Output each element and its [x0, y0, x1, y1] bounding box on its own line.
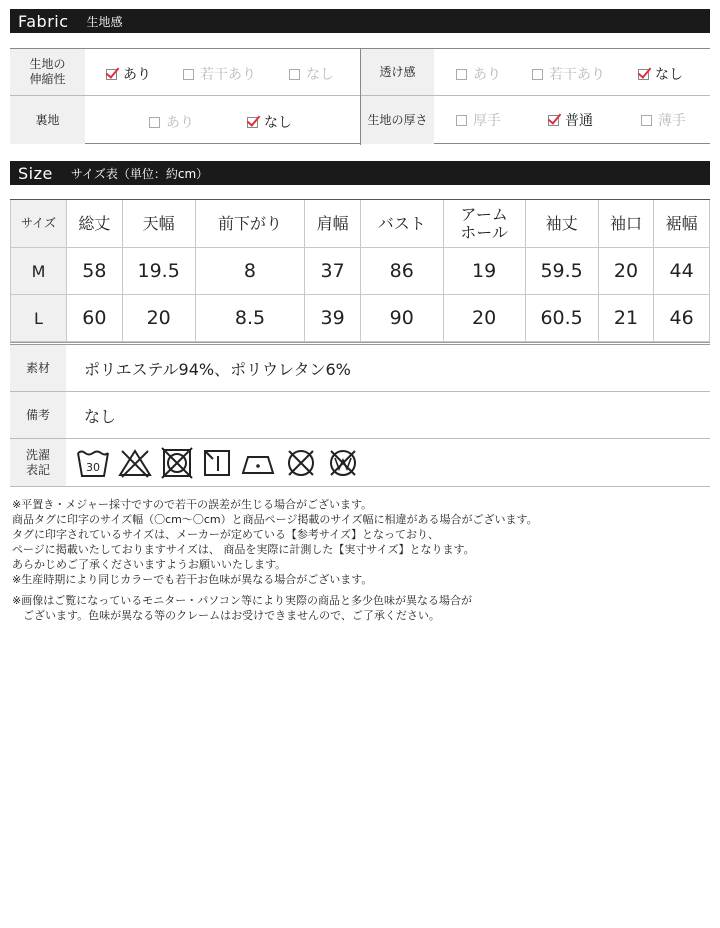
size-title-en: Size [18, 163, 53, 183]
checkbox-empty-icon [456, 115, 467, 126]
size-table-top-border [10, 199, 710, 200]
table-cell: 44 [654, 248, 710, 295]
iron-low-icon [240, 447, 276, 479]
lining-label-text: 裏地 [35, 112, 60, 127]
checkbox-checked-icon [247, 117, 258, 128]
table-cell: 19.5 [122, 248, 195, 295]
checkbox-empty-icon [641, 115, 652, 126]
wash-30-icon [76, 447, 110, 479]
option-label: 若干あり [549, 67, 605, 83]
header-hem-width: 裾幅 [654, 200, 710, 248]
note-line: ※画像はご覧になっているモニター・パソコン等により実際の商品と多少色味が異なる場合が [12, 594, 472, 607]
header-cuff: 袖口 [598, 200, 654, 248]
note-line: 商品タグに印字のサイズ幅（〇cm～〇cm）と商品ページ掲載のサイズ幅に相違がある場合がございます。 [12, 513, 538, 526]
option-label: なし [264, 115, 292, 131]
stretch-label [10, 49, 85, 95]
table-cell: 8 [195, 248, 305, 295]
lining-option-no [247, 112, 292, 132]
thickness-option-thick [456, 110, 501, 130]
table-cell: 8.5 [195, 295, 305, 342]
sheer-option-slight [532, 64, 605, 84]
header-sleeve-length: 袖丈 [525, 200, 598, 248]
checkbox-checked-icon [548, 115, 559, 126]
fabric-column-divider [360, 49, 361, 145]
table-cell: 21 [598, 295, 654, 342]
line-dry-shade-icon [202, 447, 232, 479]
table-cell: 19 [443, 248, 525, 295]
stretch-option-no [289, 64, 334, 84]
care-label [10, 439, 66, 486]
checkbox-empty-icon [289, 69, 300, 80]
stretch-label-line2: 伸縮性 [29, 72, 66, 86]
remarks-row [10, 392, 710, 439]
remarks-value: なし [84, 406, 117, 426]
note-line: ございます。色味が異なる等のクレームはお受けできませんので、ご了承ください。 [12, 609, 440, 622]
care-label-line2: 表記 [25, 462, 50, 477]
size-section-header [10, 161, 710, 185]
sheer-option-no [638, 64, 683, 84]
note-line: ※生産時期により同じカラーでも若干お色味が異なる場合がございます。 [12, 573, 373, 586]
option-label: 厚手 [473, 113, 501, 129]
size-name: M [11, 248, 67, 295]
size-table [10, 199, 710, 342]
stretch-option-slight [183, 64, 256, 84]
remarks-label: 備考 [10, 392, 66, 438]
no-dry-clean-icon [284, 447, 318, 479]
table-cell: 60.5 [525, 295, 598, 342]
no-bleach-icon [118, 447, 152, 479]
table-cell: 20 [598, 248, 654, 295]
option-label: あり [123, 67, 151, 83]
fabric-title-jp: 生地感 [86, 14, 123, 29]
table-row [11, 248, 710, 295]
lining-label [10, 96, 85, 144]
table-cell: 20 [122, 295, 195, 342]
header-armhole-line1: アーム [460, 204, 508, 224]
header-armhole-line2: ホール [460, 222, 508, 242]
wash-temp-text: 30 [86, 460, 100, 474]
size-name: L [11, 295, 67, 342]
table-cell: 59.5 [525, 248, 598, 295]
no-tumble-dry-icon [160, 447, 194, 479]
size-table-header-row [11, 200, 710, 248]
thickness-label [361, 96, 434, 144]
material-row [10, 345, 710, 392]
thickness-option-normal [548, 110, 593, 130]
fabric-title-en: Fabric [18, 11, 69, 31]
notes-section [12, 497, 702, 623]
table-cell: 46 [654, 295, 710, 342]
header-top-width: 天幅 [122, 200, 195, 248]
table-cell: 37 [305, 248, 361, 295]
care-row [10, 439, 710, 487]
sheer-option-yes [456, 64, 501, 84]
note-line: あらかじめご了承くださいますようお願いいたします。 [12, 558, 287, 571]
header-shoulder-width: 肩幅 [305, 200, 361, 248]
table-cell: 60 [67, 295, 123, 342]
care-icons [66, 439, 710, 486]
checkbox-checked-icon [106, 69, 117, 80]
fabric-table [10, 48, 710, 144]
checkbox-checked-icon [638, 69, 649, 80]
option-label: 薄手 [658, 113, 686, 129]
material-label: 素材 [10, 345, 66, 391]
fabric-section-header [10, 9, 710, 33]
header-size: サイズ [11, 200, 67, 248]
care-label-line1: 洗濯 [25, 447, 50, 462]
no-wet-clean-icon [326, 447, 360, 479]
table-row [11, 295, 710, 342]
checkbox-empty-icon [456, 69, 467, 80]
stretch-option-yes [106, 64, 151, 84]
checkbox-empty-icon [149, 117, 160, 128]
header-total-length: 総丈 [67, 200, 123, 248]
table-cell: 39 [305, 295, 361, 342]
product-info-table [10, 342, 710, 487]
sheer-label-text: 透け感 [379, 64, 416, 79]
option-label: あり [473, 67, 501, 83]
header-front-drop: 前下がり [195, 200, 305, 248]
header-bust: バスト [360, 200, 443, 248]
table-cell: 90 [360, 295, 443, 342]
header-armhole [443, 200, 525, 248]
sheer-label [361, 49, 434, 95]
note-line: タグに印字されているサイズは、メーカーが定めている【参考サイズ】となっており、 [12, 528, 440, 541]
option-label: あり [166, 115, 194, 131]
lining-option-yes [149, 112, 194, 132]
option-label: 若干あり [200, 67, 256, 83]
table-cell: 86 [360, 248, 443, 295]
checkbox-empty-icon [183, 69, 194, 80]
size-title-jp: サイズ表（単位：約cm） [70, 166, 209, 181]
checkbox-empty-icon [532, 69, 543, 80]
option-label: 普通 [565, 113, 593, 129]
option-label: なし [655, 67, 683, 83]
note-line: ページに掲載いたしておりますサイズは、 商品を実際に計測した【実寸サイズ】となります。 [12, 543, 475, 556]
material-value: ポリエステル94%、ポリウレタン6% [84, 359, 351, 379]
option-label: なし [306, 67, 334, 83]
stretch-label-line1: 生地の [29, 57, 66, 71]
table-cell: 20 [443, 295, 525, 342]
table-cell: 58 [67, 248, 123, 295]
thickness-label-text: 生地の厚さ [367, 112, 428, 127]
note-line: ※平置き・メジャー採寸ですので若干の誤差が生じる場合がございます。 [12, 498, 373, 511]
thickness-option-thin [641, 110, 686, 130]
